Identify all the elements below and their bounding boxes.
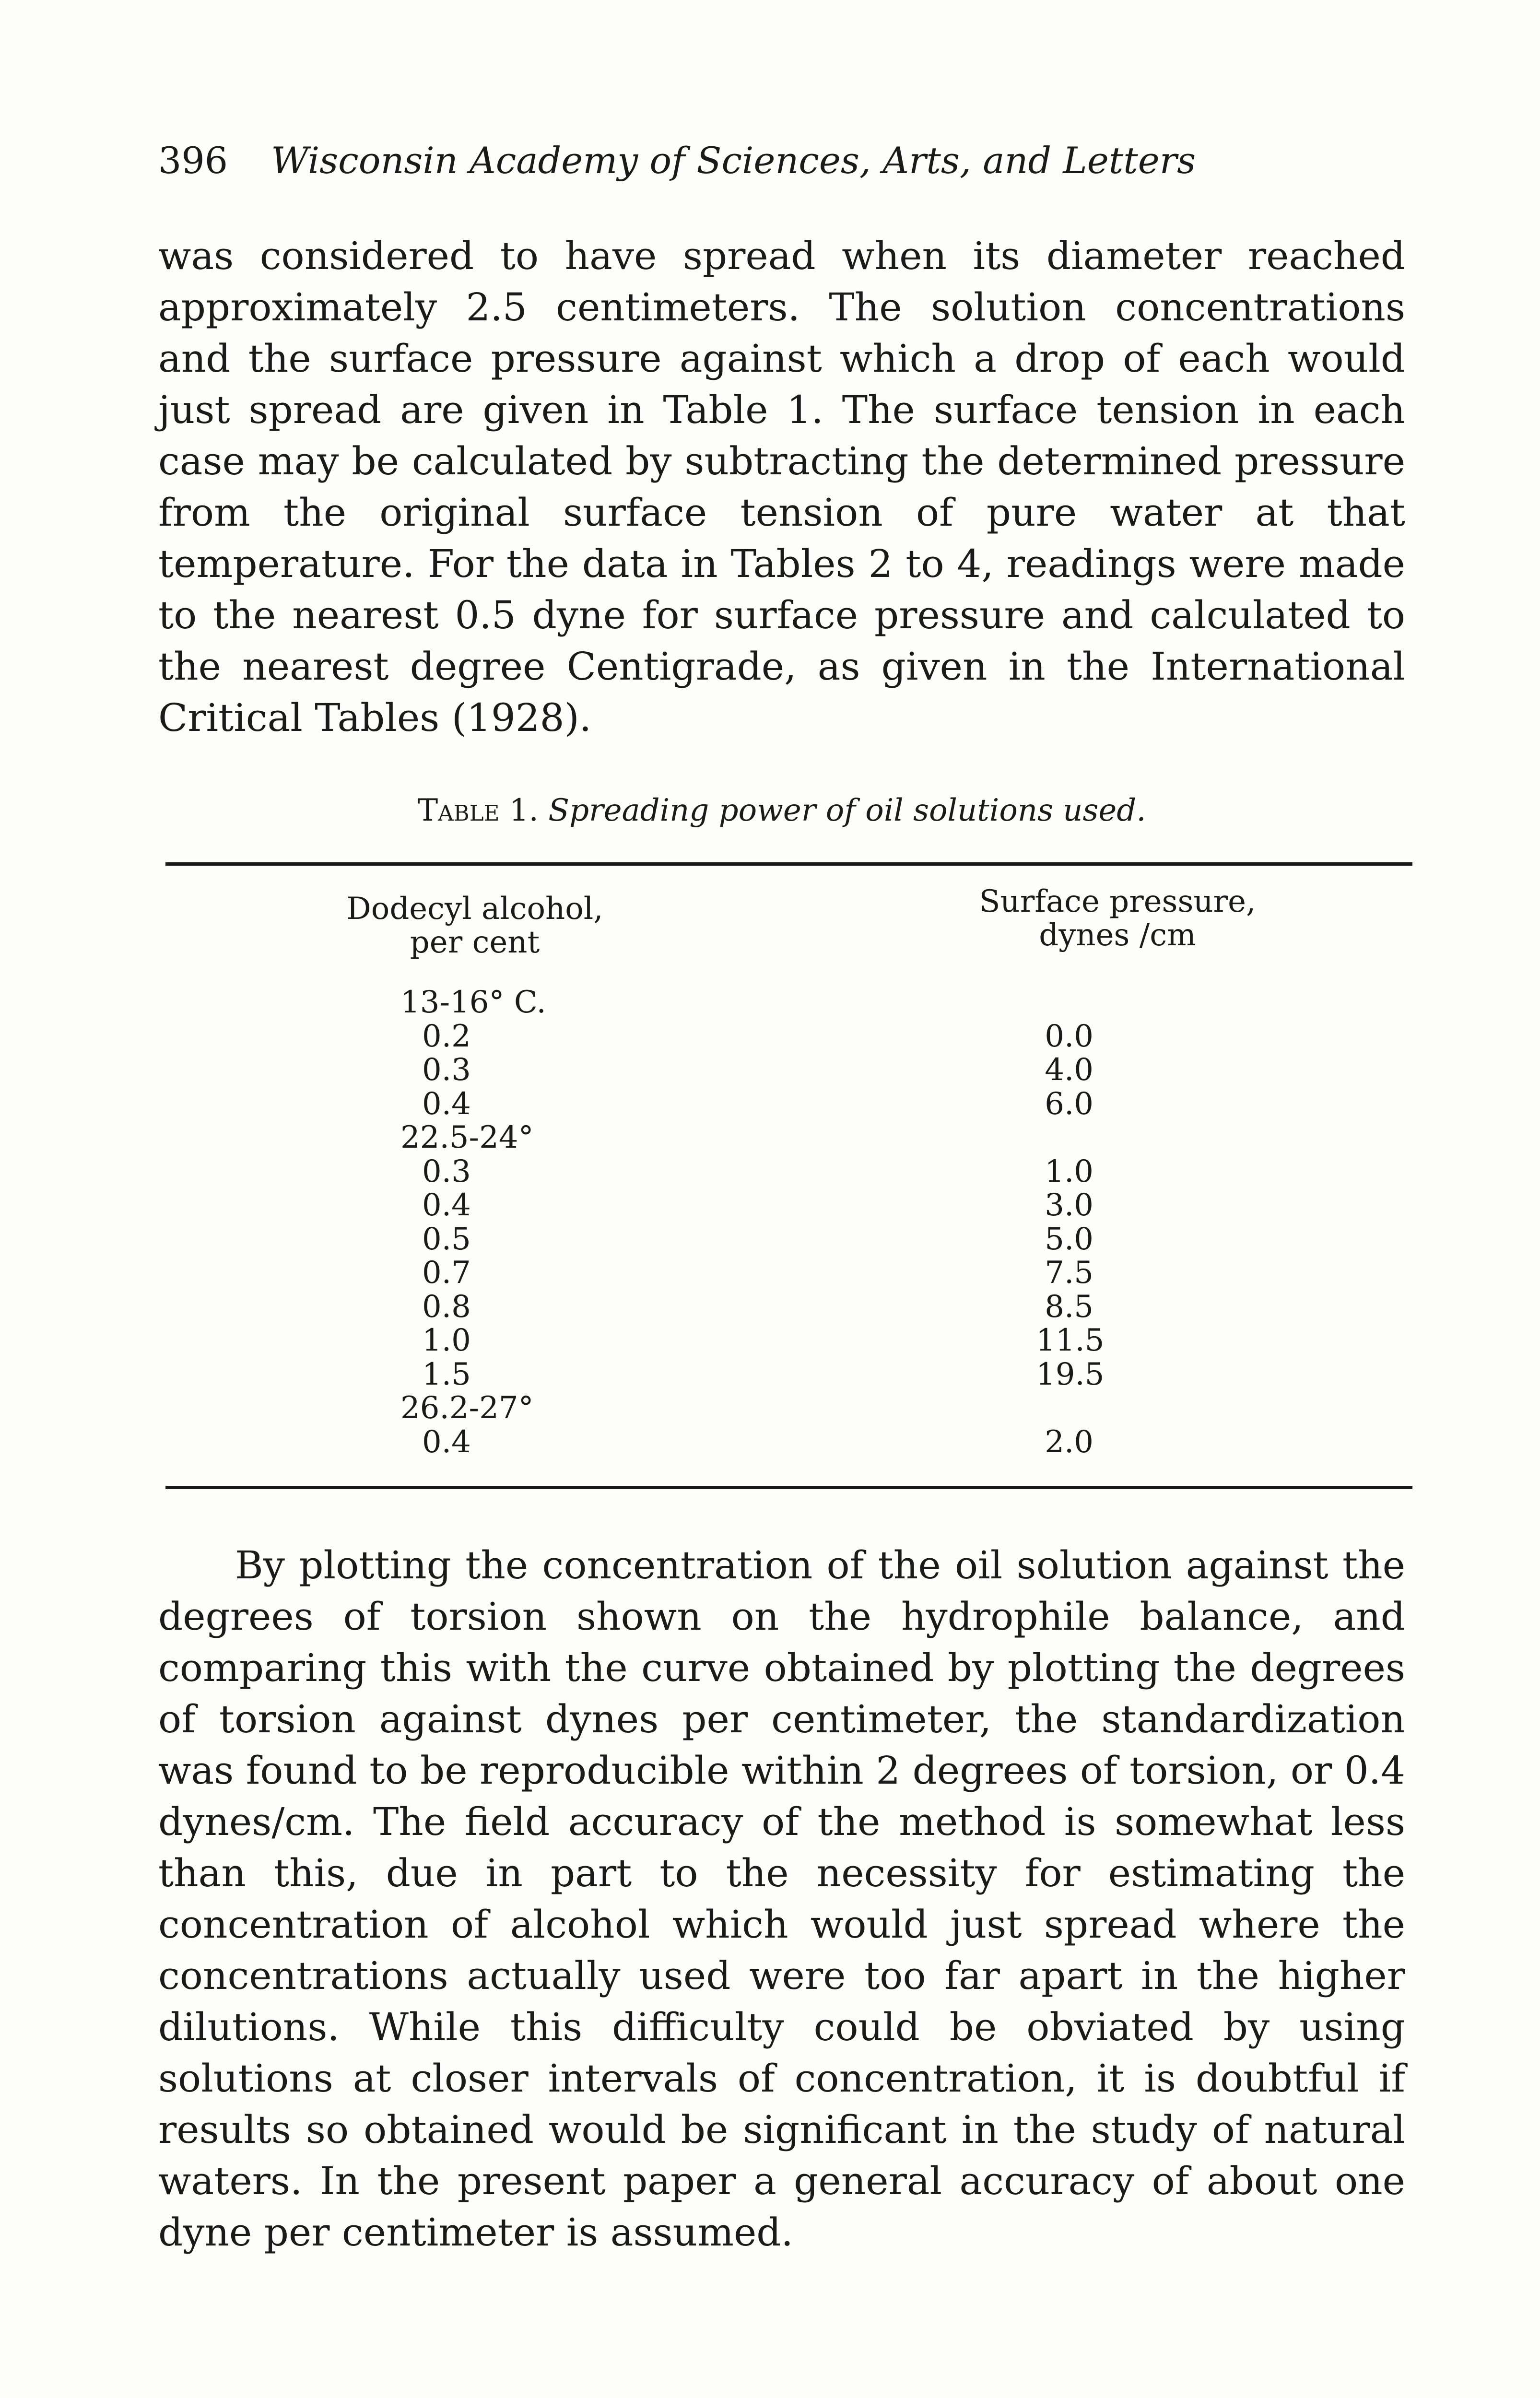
concentration-cell: 0.8 bbox=[422, 1289, 471, 1325]
table-row bbox=[374, 1324, 1141, 1358]
table-row bbox=[374, 1290, 1141, 1324]
temperature-group-label: 13-16° C. bbox=[400, 985, 546, 1020]
table-group-row bbox=[374, 986, 1141, 1020]
surface-pressure-cell: 19.5 bbox=[1036, 1356, 1105, 1392]
concentration-cell: 0.4 bbox=[422, 1424, 471, 1460]
running-head bbox=[158, 137, 1415, 185]
table-body bbox=[374, 986, 1141, 1459]
col2-header-line2: dynes /cm bbox=[1039, 917, 1196, 953]
concentration-cell: 0.3 bbox=[422, 1052, 471, 1088]
table-row bbox=[374, 1188, 1141, 1223]
table-bottom-rule bbox=[165, 1486, 1412, 1489]
concentration-cell: 1.5 bbox=[422, 1356, 471, 1392]
table-row bbox=[374, 1358, 1141, 1392]
table-group-row bbox=[374, 1121, 1141, 1155]
surface-pressure-cell: 4.0 bbox=[1045, 1052, 1093, 1088]
surface-pressure-cell: 6.0 bbox=[1045, 1086, 1093, 1122]
temperature-group-label: 22.5-24° bbox=[400, 1120, 534, 1155]
table-row bbox=[374, 1425, 1141, 1459]
table-caption-label: Table 1. bbox=[417, 793, 539, 828]
table-group-row bbox=[374, 1391, 1141, 1425]
concentration-cell: 0.3 bbox=[422, 1153, 471, 1189]
surface-pressure-cell: 5.0 bbox=[1045, 1221, 1093, 1257]
table-row bbox=[374, 1053, 1141, 1087]
table-row bbox=[374, 1256, 1141, 1290]
table-row bbox=[374, 1087, 1141, 1121]
surface-pressure-cell: 11.5 bbox=[1036, 1323, 1105, 1358]
surface-pressure-cell: 8.5 bbox=[1045, 1289, 1093, 1325]
col1-header-line1: Dodecyl alcohol, bbox=[346, 891, 603, 927]
body-paragraph-2: By plotting the concentration of the oil solution against the degrees of torsion shown on the hydrophile balance, and comparing this with the curve obtained by plotting the degrees of torsion against dynes per centimeter, the standardization was found to be reproducible within 2 degrees of torsion, or 0.4 dynes/cm. The field accuracy of the method is somewhat less than this, due in part to the necessity for estimating the concentration of alcohol which would just spread where the concentrations actually used were too far apart in the higher dilutions. While this difficulty could be obviated by using solutions at closer intervals of concentration, it is doubtful if results so obtained would be significant in the study of natural waters. In the present paper a general accuracy of about one dyne per centimeter is assumed. bbox=[158, 1543, 1405, 2255]
concentration-cell: 0.7 bbox=[422, 1255, 471, 1291]
temperature-group-label: 26.2-27° bbox=[400, 1390, 534, 1426]
col1-header-line2: per cent bbox=[410, 925, 540, 960]
concentration-cell: 0.4 bbox=[422, 1187, 471, 1223]
body-paragraph-1: was considered to have spread when its diameter reached approximately 2.5 centimeters. The solution concentrations and the surface pressure against which a drop of each would just spread are given in Table 1. The surface tension in each case may be calculated by subtracting the determined pressure from the original surface tension of pure water at that temperature. For the data in Tables 2 to 4, readings were made to the nearest 0.5 dyne for surface pressure and calculated to the nearest degree Centigrade, as given in the International Critical Tables (1928). bbox=[158, 234, 1405, 740]
surface-pressure-cell: 1.0 bbox=[1045, 1153, 1093, 1189]
table-caption bbox=[158, 789, 1405, 832]
surface-pressure-cell: 0.0 bbox=[1045, 1018, 1093, 1054]
journal-title: Wisconsin Academy of Sciences, Arts, and Letters bbox=[271, 139, 1196, 182]
table-row bbox=[374, 1223, 1141, 1257]
table-row bbox=[374, 1155, 1141, 1189]
concentration-cell: 0.5 bbox=[422, 1221, 471, 1257]
table-top-rule bbox=[165, 862, 1412, 866]
table-column-header-concentration bbox=[288, 892, 662, 959]
col2-header-line1: Surface pressure, bbox=[979, 884, 1256, 919]
page-number: 396 bbox=[158, 139, 228, 182]
concentration-cell: 0.2 bbox=[422, 1018, 471, 1054]
concentration-cell: 0.4 bbox=[422, 1086, 471, 1122]
surface-pressure-cell: 7.5 bbox=[1045, 1255, 1093, 1291]
table-caption-text: Spreading power of oil solutions used. bbox=[548, 793, 1146, 828]
surface-pressure-cell: 2.0 bbox=[1045, 1424, 1093, 1460]
surface-pressure-cell: 3.0 bbox=[1045, 1187, 1093, 1223]
table-column-header-pressure bbox=[882, 885, 1352, 952]
concentration-cell: 1.0 bbox=[422, 1323, 471, 1358]
table-row bbox=[374, 1020, 1141, 1054]
